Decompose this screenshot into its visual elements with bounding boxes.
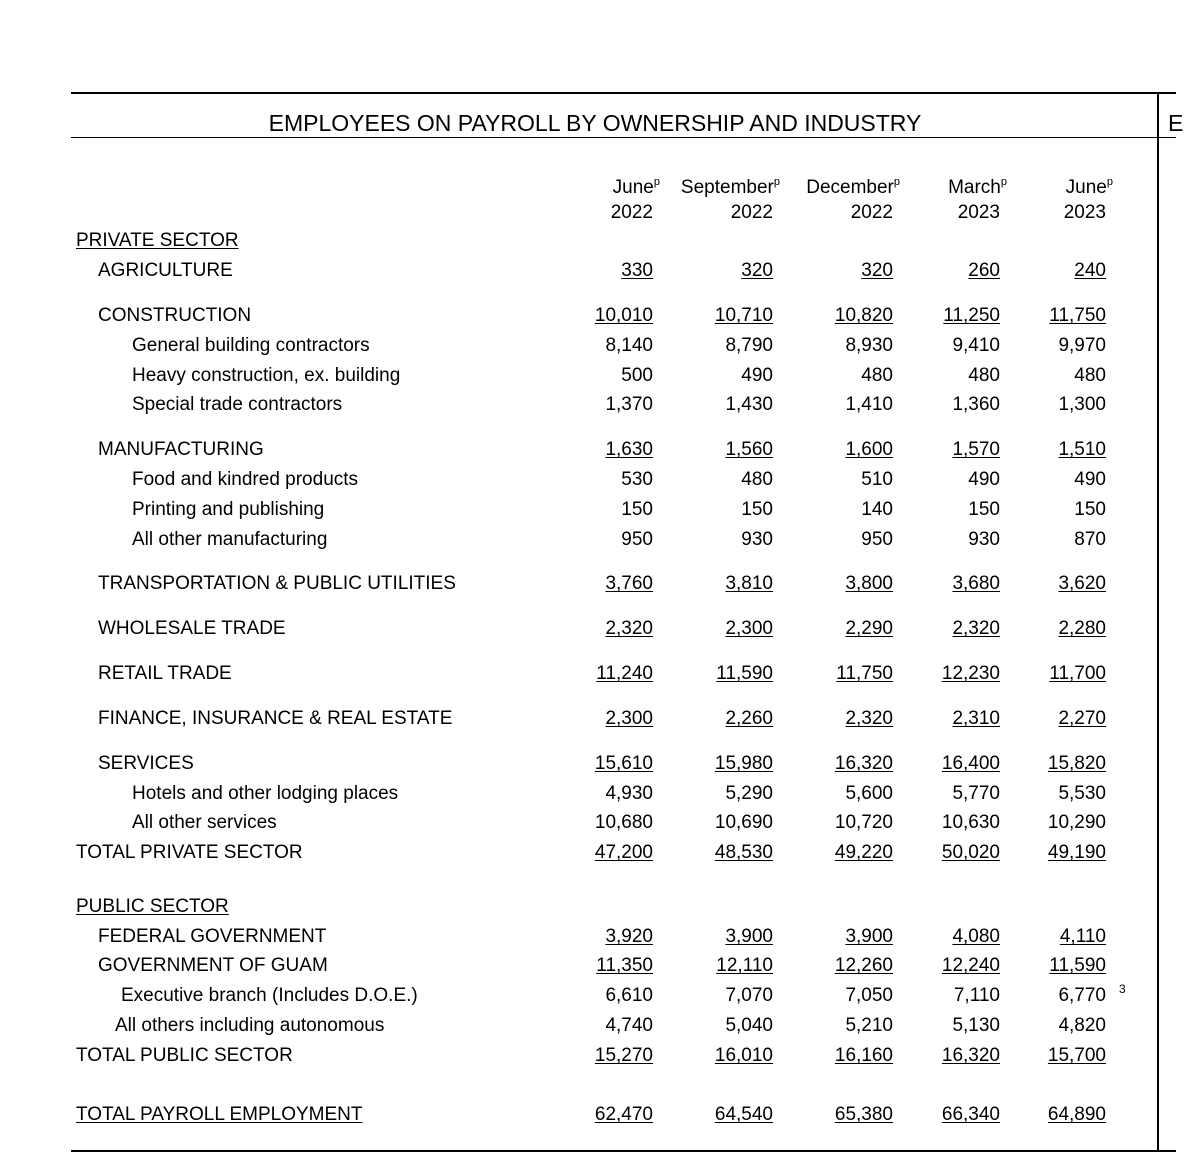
table-cell: 10,710 [714, 305, 773, 326]
table-cell: 12,260 [834, 955, 893, 976]
table-cell: 10,630 [941, 812, 1000, 833]
table-cell: 320 [861, 260, 893, 281]
table-cell: 950 [621, 529, 653, 550]
column-header [520, 175, 660, 225]
table-cell: 49,190 [1047, 842, 1106, 863]
table-cell: 11,590 [1049, 955, 1106, 976]
table-cell: 9,970 [1058, 335, 1106, 356]
column-year: 2022 [730, 202, 773, 223]
row-label: All others including autonomous [115, 1015, 385, 1036]
table-cell: 480 [968, 365, 1000, 386]
table-cell: 5,130 [952, 1015, 1000, 1036]
table-cell: 8,930 [845, 335, 893, 356]
table-cell: 62,470 [594, 1104, 653, 1125]
table-cell: 240 [1074, 260, 1106, 281]
table-cell: 16,400 [941, 753, 1000, 774]
table-cell: 5,530 [1058, 783, 1106, 804]
column-month: March [948, 177, 1001, 198]
table-cell: 49,220 [834, 842, 893, 863]
row-label: CONSTRUCTION [98, 305, 252, 326]
table-cell: 48,530 [714, 842, 773, 863]
table-cell: 2,290 [845, 618, 893, 639]
right-border [1157, 92, 1159, 1152]
table-cell: 500 [621, 365, 653, 386]
table-cell: 530 [621, 469, 653, 490]
table-cell: 490 [1074, 469, 1106, 490]
table-cell: 1,300 [1058, 394, 1106, 415]
table-cell: 16,320 [834, 753, 893, 774]
table-cell: 5,770 [952, 783, 1000, 804]
table-cell: 2,300 [725, 618, 773, 639]
table-cell: 7,070 [725, 985, 773, 1006]
table-cell: 2,260 [725, 708, 773, 729]
table-cell: 480 [1074, 365, 1106, 386]
table-cell: 5,040 [725, 1015, 773, 1036]
table-cell: 10,010 [594, 305, 653, 326]
table-cell: 11,700 [1049, 663, 1106, 684]
table-cell: 260 [968, 260, 1000, 281]
table-cell: 930 [741, 529, 773, 550]
column-year: 2022 [850, 202, 893, 223]
table-cell: 1,370 [605, 394, 653, 415]
table-cell: 2,310 [952, 708, 1000, 729]
preliminary-mark: p [773, 176, 780, 188]
table-cell: 490 [741, 365, 773, 386]
section-heading-public: PUBLIC SECTOR [76, 896, 229, 917]
table-cell: 2,280 [1058, 618, 1106, 639]
column-month: December [806, 177, 894, 198]
section-heading-private: PRIVATE SECTOR [76, 230, 239, 251]
table-cell: 2,270 [1058, 708, 1106, 729]
table-cell: 12,240 [941, 955, 1000, 976]
table-cell: 2,320 [605, 618, 653, 639]
adjacent-page-fragment: E [1168, 110, 1184, 136]
table-cell: 4,110 [1059, 926, 1106, 947]
table-cell: 11,240 [596, 663, 653, 684]
table-cell: 11,590 [716, 663, 773, 684]
table-cell: 2,300 [605, 708, 653, 729]
table-cell: 12,230 [941, 663, 1000, 684]
table-cell: 11,350 [596, 955, 653, 976]
table-cell: 16,160 [834, 1045, 893, 1066]
table-cell: 480 [861, 365, 893, 386]
table-cell: 11,750 [1049, 305, 1106, 326]
table-cell: 150 [968, 499, 1000, 520]
table-cell: 1,360 [952, 394, 1000, 415]
table-cell: 1,560 [725, 439, 773, 460]
table-cell: 2,320 [845, 708, 893, 729]
column-month: June [612, 177, 654, 198]
table-cell: 6,610 [605, 985, 653, 1006]
table-cell: 150 [1074, 499, 1106, 520]
row-label: Hotels and other lodging places [132, 783, 399, 804]
table-cell: 3,680 [952, 573, 1000, 594]
table-cell: 1,510 [1058, 439, 1106, 460]
table-cell: 2,320 [952, 618, 1000, 639]
table-cell: 5,600 [845, 783, 893, 804]
row-label: TRANSPORTATION & PUBLIC UTILITIES [98, 573, 456, 594]
column-month: June [1065, 177, 1107, 198]
preliminary-mark: p [1106, 176, 1113, 188]
row-label: TOTAL PRIVATE SECTOR [76, 842, 303, 863]
table-cell: 1,630 [605, 439, 653, 460]
table-cell: 10,690 [714, 812, 773, 833]
column-year: 2023 [957, 202, 1000, 223]
table-cell: 7,110 [953, 985, 1000, 1006]
table-cell: 15,610 [594, 753, 653, 774]
preliminary-mark: p [1000, 176, 1007, 188]
preliminary-mark: p [653, 176, 660, 188]
column-month: September [680, 177, 774, 198]
table-cell: 9,410 [952, 335, 1000, 356]
column-year: 2023 [1063, 202, 1106, 223]
table-cell: 480 [741, 469, 773, 490]
table-cell: 490 [968, 469, 1000, 490]
table-cell: 4,740 [605, 1015, 653, 1036]
table-cell: 50,020 [941, 842, 1000, 863]
preliminary-mark: p [893, 176, 900, 188]
table-cell: 330 [621, 260, 653, 281]
row-label: Executive branch (Includes D.O.E.) [121, 985, 418, 1006]
table-cell: 150 [621, 499, 653, 520]
bottom-rule [71, 1150, 1176, 1152]
table-cell: 10,290 [1047, 812, 1106, 833]
table-cell: 3,810 [725, 573, 773, 594]
table-cell: 8,790 [725, 335, 773, 356]
table-cell: 320 [741, 260, 773, 281]
row-label: TOTAL PAYROLL EMPLOYMENT [76, 1104, 363, 1125]
footnote-marker: 3 [1119, 982, 1126, 996]
table-cell: 64,540 [714, 1104, 773, 1125]
row-label: Printing and publishing [132, 499, 325, 520]
table-cell: 15,270 [594, 1045, 653, 1066]
table-cell: 150 [741, 499, 773, 520]
table-cell: 3,620 [1058, 573, 1106, 594]
table-cell: 66,340 [941, 1104, 1000, 1125]
row-label: TOTAL PUBLIC SECTOR [76, 1045, 293, 1066]
row-label: Food and kindred products [132, 469, 359, 490]
table-cell: 12,110 [716, 955, 773, 976]
table-cell: 1,570 [952, 439, 1000, 460]
row-label: RETAIL TRADE [98, 663, 232, 684]
row-label: Heavy construction, ex. building [132, 365, 401, 386]
column-year: 2022 [610, 202, 653, 223]
column-header [640, 175, 780, 225]
table-cell: 11,250 [943, 305, 1000, 326]
table-cell: 1,430 [725, 394, 773, 415]
table-cell: 3,900 [725, 926, 773, 947]
row-label: All other services [132, 812, 277, 833]
table-cell: 16,010 [714, 1045, 773, 1066]
table-cell: 65,380 [834, 1104, 893, 1125]
row-label: FEDERAL GOVERNMENT [98, 926, 327, 947]
table-cell: 64,890 [1047, 1104, 1106, 1125]
table-cell: 10,820 [834, 305, 893, 326]
row-label: GOVERNMENT OF GUAM [98, 955, 328, 976]
table-cell: 3,800 [845, 573, 893, 594]
table-cell: 5,290 [725, 783, 773, 804]
row-label: WHOLESALE TRADE [98, 618, 286, 639]
top-rule [71, 92, 1176, 94]
table-cell: 15,700 [1047, 1045, 1106, 1066]
page-title: EMPLOYEES ON PAYROLL BY OWNERSHIP AND INDUSTRY [268, 110, 922, 136]
table-cell: 1,600 [845, 439, 893, 460]
table-cell: 4,930 [605, 783, 653, 804]
table-cell: 11,750 [836, 663, 893, 684]
row-label: General building contractors [132, 335, 370, 356]
table-cell: 15,820 [1047, 753, 1106, 774]
row-label: SERVICES [98, 753, 194, 774]
table-cell: 1,410 [845, 394, 893, 415]
table-cell: 10,720 [834, 812, 893, 833]
table-cell: 3,760 [605, 573, 653, 594]
table-cell: 5,210 [845, 1015, 893, 1036]
table-cell: 8,140 [605, 335, 653, 356]
table-cell: 10,680 [594, 812, 653, 833]
row-label: MANUFACTURING [98, 439, 264, 460]
table-cell: 3,920 [605, 926, 653, 947]
title-rule [71, 137, 1176, 138]
row-label: AGRICULTURE [98, 260, 233, 281]
table-cell: 7,050 [845, 985, 893, 1006]
table-cell: 16,320 [941, 1045, 1000, 1066]
table-cell: 4,080 [952, 926, 1000, 947]
table-cell: 950 [861, 529, 893, 550]
table-cell: 140 [861, 499, 893, 520]
row-label: All other manufacturing [132, 529, 328, 550]
row-label: Special trade contractors [132, 394, 343, 415]
table-cell: 47,200 [594, 842, 653, 863]
table-cell: 510 [861, 469, 893, 490]
table-cell: 6,770 [1058, 985, 1106, 1006]
column-header [973, 175, 1113, 225]
table-cell: 15,980 [714, 753, 773, 774]
table-cell: 4,820 [1058, 1015, 1106, 1036]
table-cell: 930 [968, 529, 1000, 550]
table-cell: 870 [1074, 529, 1106, 550]
row-label: FINANCE, INSURANCE & REAL ESTATE [98, 708, 453, 729]
table-cell: 3,900 [845, 926, 893, 947]
